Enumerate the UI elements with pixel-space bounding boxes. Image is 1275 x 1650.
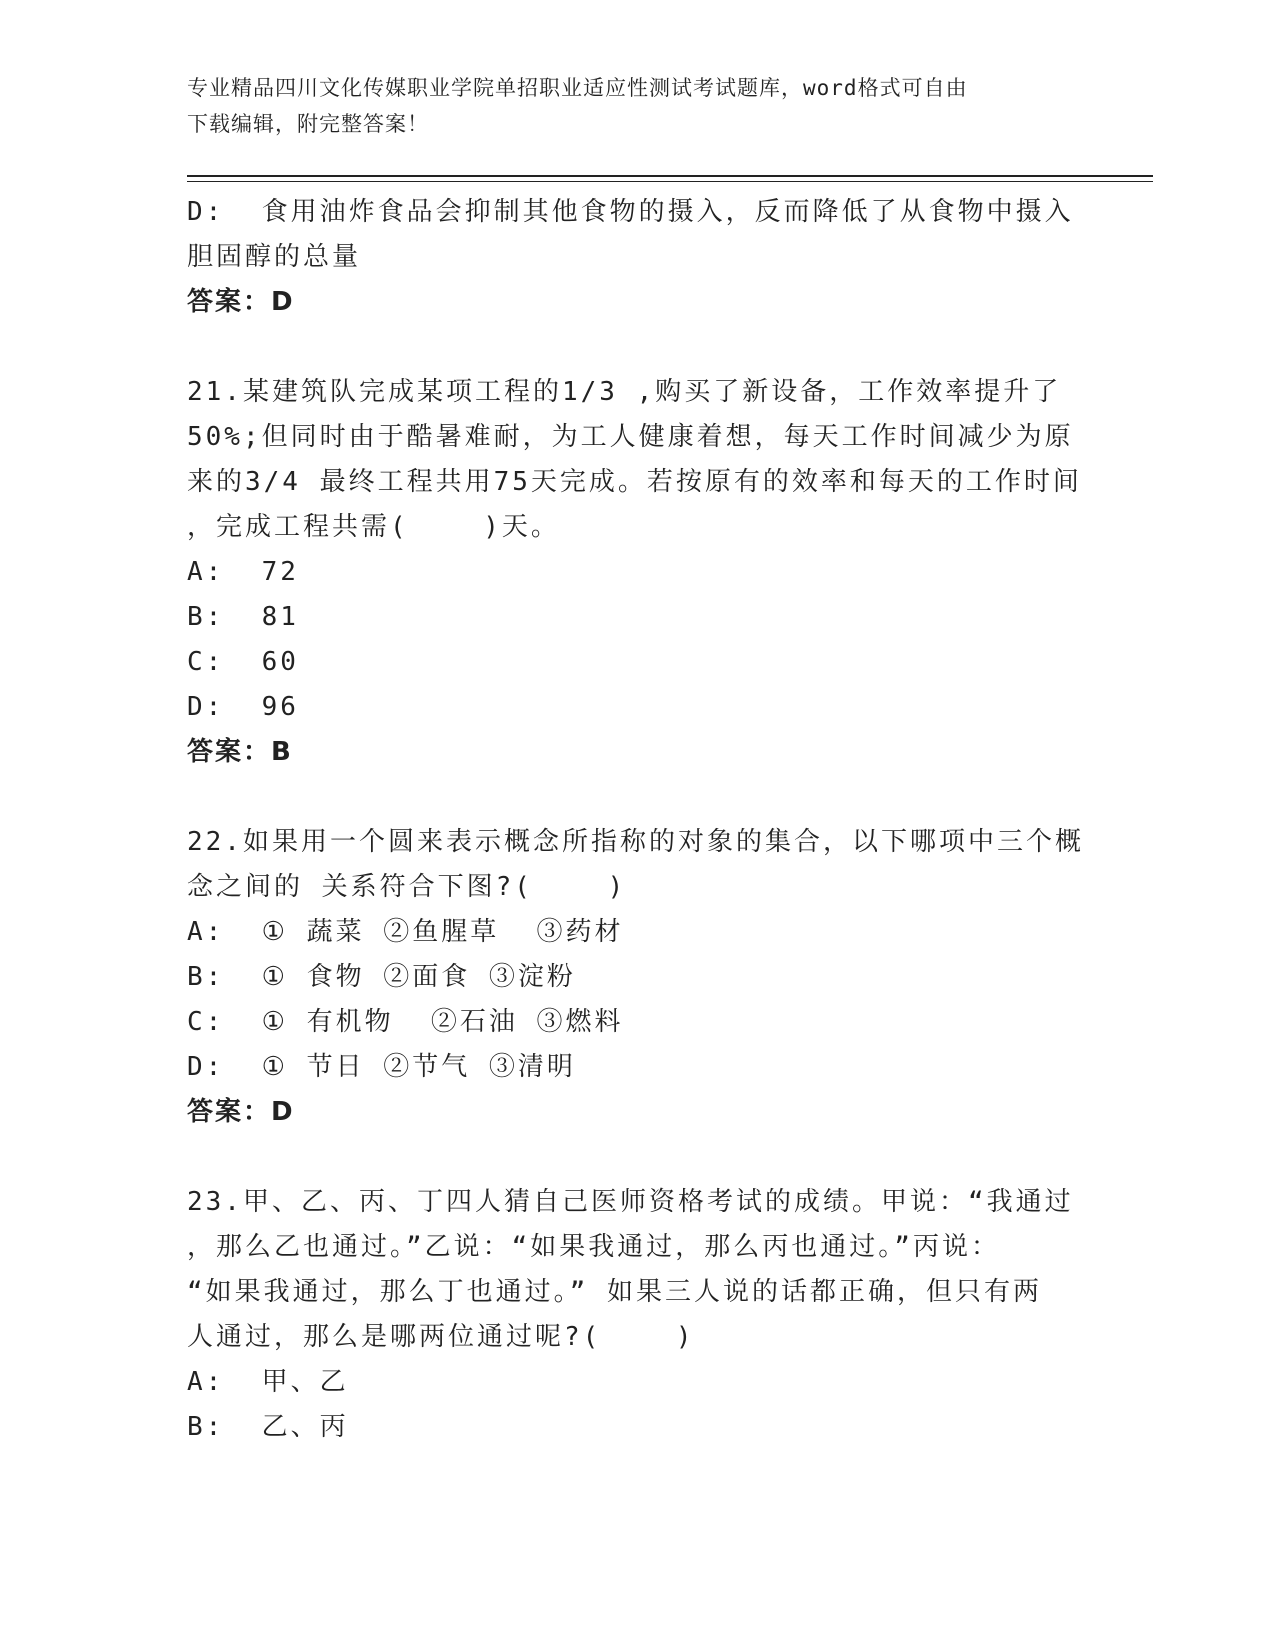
question-text: 50%;但同时由于酷暑难耐，为工人健康着想，每天工作时间减少为原: [187, 422, 1074, 452]
question-text: ，那么乙也通过。”乙说：“如果我通过，那么丙也通过。”丙说：: [187, 1232, 1000, 1262]
answer-line: 答案：B: [187, 737, 293, 767]
spacer: [187, 775, 1087, 820]
question-text: ，完成工程共需( )天。: [187, 512, 560, 542]
question-text: “如果我通过，那么丁也通过。” 如果三人说的话都正确，但只有两: [187, 1277, 1042, 1307]
question-22: [187, 820, 1087, 1135]
question-text: 念之间的 关系符合下图?( ): [187, 872, 627, 902]
header-line: 专业精品四川文化传媒职业学院单招职业适应性测试考试题库，word格式可自由: [187, 76, 968, 100]
question-text: 23.甲、乙、丙、丁四人猜自己医师资格考试的成绩。甲说：“我通过: [187, 1187, 1074, 1217]
option-c: C: 60: [187, 647, 299, 677]
header-line: 下载编辑，附完整答案！: [187, 112, 429, 136]
option-d: D: ① 节日 ②节气 ③清明: [187, 1052, 576, 1082]
option-b: B: ① 食物 ②面食 ③淀粉: [187, 962, 576, 992]
option-c: C: ① 有机物 ②石油 ③燃料: [187, 1007, 624, 1037]
header-divider-thin: [187, 181, 1153, 182]
option-a: A: 72: [187, 557, 299, 587]
option-a: A: ① 蔬菜 ②鱼腥草 ③药材: [187, 917, 624, 947]
page-header: [187, 70, 1067, 142]
option-text: 胆固醇的总量: [187, 242, 362, 272]
answer-line: 答案：D: [187, 1097, 295, 1127]
header-divider-thick: [187, 175, 1153, 177]
option-b: B: 81: [187, 602, 299, 632]
option-a: A: 甲、乙: [187, 1367, 349, 1397]
document-body: [187, 190, 1087, 1450]
spacer: [187, 325, 1087, 370]
question-text: 来的3/4 最终工程共用75天完成。若按原有的效率和每天的工作时间: [187, 467, 1082, 497]
spacer: [187, 1135, 1087, 1180]
option-d: D: 96: [187, 692, 299, 722]
question-text: 人通过，那么是哪两位通过呢?( ): [187, 1322, 695, 1352]
option-text: D: 食用油炸食品会抑制其他食物的摄入，反而降低了从食物中摄入: [187, 197, 1074, 227]
answer-line: 答案：D: [187, 287, 295, 317]
question-text: 22.如果用一个圆来表示概念所指称的对象的集合，以下哪项中三个概: [187, 827, 1084, 857]
question-text: 21.某建筑队完成某项工程的1/3 ,购买了新设备，工作效率提升了: [187, 377, 1062, 407]
option-b: B: 乙、丙: [187, 1412, 349, 1442]
question-20-tail: [187, 190, 1087, 325]
question-21: [187, 370, 1087, 775]
question-23: [187, 1180, 1087, 1450]
